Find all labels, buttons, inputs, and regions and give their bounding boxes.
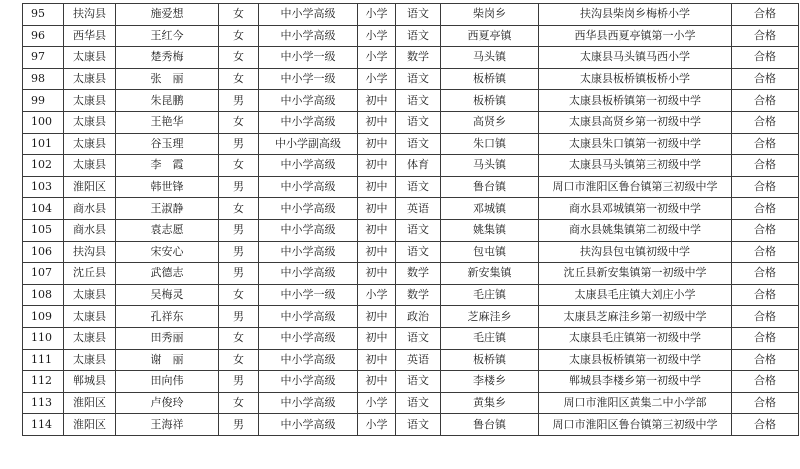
cell-result: 合格 <box>732 306 799 328</box>
cell-county: 淮阳区 <box>64 414 116 436</box>
cell-result: 合格 <box>732 68 799 90</box>
cell-gender: 男 <box>219 241 259 263</box>
cell-level: 小学 <box>358 47 396 69</box>
cell-school: 西华县西夏亭镇第一小学 <box>539 25 732 47</box>
cell-number: 99 <box>23 90 64 112</box>
cell-result: 合格 <box>732 392 799 414</box>
cell-gender: 女 <box>219 392 259 414</box>
cell-subject: 语文 <box>396 219 441 241</box>
cell-number: 96 <box>23 25 64 47</box>
cell-subject: 数学 <box>396 284 441 306</box>
cell-result: 合格 <box>732 111 799 133</box>
cell-county: 扶沟县 <box>64 241 116 263</box>
cell-gender: 男 <box>219 90 259 112</box>
cell-school: 太康县板桥镇第一初级中学 <box>539 349 732 371</box>
cell-level: 初中 <box>358 371 396 393</box>
cell-result: 合格 <box>732 133 799 155</box>
cell-county: 西华县 <box>64 25 116 47</box>
cell-gender: 女 <box>219 111 259 133</box>
cell-gender: 女 <box>219 68 259 90</box>
cell-name: 王红今 <box>116 25 219 47</box>
cell-number: 113 <box>23 392 64 414</box>
cell-county: 淮阳区 <box>64 392 116 414</box>
cell-level: 初中 <box>358 133 396 155</box>
cell-school: 太康县毛庄镇大刘庄小学 <box>539 284 732 306</box>
cell-number: 110 <box>23 327 64 349</box>
cell-name: 袁志愿 <box>116 219 219 241</box>
cell-county: 太康县 <box>64 133 116 155</box>
cell-title: 中小学高级 <box>259 349 358 371</box>
cell-number: 101 <box>23 133 64 155</box>
cell-number: 97 <box>23 47 64 69</box>
cell-gender: 女 <box>219 4 259 26</box>
cell-gender: 女 <box>219 155 259 177</box>
cell-town: 邓城镇 <box>441 198 539 220</box>
cell-county: 太康县 <box>64 111 116 133</box>
table-body <box>23 4 799 436</box>
cell-number: 106 <box>23 241 64 263</box>
cell-town: 柴岗乡 <box>441 4 539 26</box>
cell-result: 合格 <box>732 176 799 198</box>
cell-gender: 女 <box>219 25 259 47</box>
cell-subject: 语文 <box>396 371 441 393</box>
cell-gender: 男 <box>219 176 259 198</box>
cell-school: 太康县板桥镇第一初级中学 <box>539 90 732 112</box>
cell-town: 板桥镇 <box>441 90 539 112</box>
cell-town: 芝麻洼乡 <box>441 306 539 328</box>
cell-title: 中小学一级 <box>259 284 358 306</box>
cell-subject: 语文 <box>396 414 441 436</box>
table-row <box>23 219 799 241</box>
cell-subject: 数学 <box>396 263 441 285</box>
table-row <box>23 47 799 69</box>
cell-subject: 语文 <box>396 133 441 155</box>
cell-school: 太康县毛庄镇第一初级中学 <box>539 327 732 349</box>
cell-level: 初中 <box>358 263 396 285</box>
cell-county: 郸城县 <box>64 371 116 393</box>
cell-subject: 语文 <box>396 25 441 47</box>
cell-town: 西夏亭镇 <box>441 25 539 47</box>
cell-title: 中小学高级 <box>259 306 358 328</box>
cell-school: 周口市淮阳区鲁台镇第三初级中学 <box>539 414 732 436</box>
cell-level: 小学 <box>358 284 396 306</box>
cell-level: 小学 <box>358 25 396 47</box>
table-row <box>23 25 799 47</box>
cell-town: 马头镇 <box>441 47 539 69</box>
cell-number: 100 <box>23 111 64 133</box>
cell-title: 中小学副高级 <box>259 133 358 155</box>
cell-county: 太康县 <box>64 349 116 371</box>
cell-subject: 语文 <box>396 241 441 263</box>
cell-level: 初中 <box>358 111 396 133</box>
cell-subject: 政治 <box>396 306 441 328</box>
table-row <box>23 198 799 220</box>
cell-subject: 数学 <box>396 47 441 69</box>
table-row <box>23 241 799 263</box>
cell-school: 郸城县李楼乡第一初级中学 <box>539 371 732 393</box>
cell-school: 太康县高贤乡第一初级中学 <box>539 111 732 133</box>
cell-school: 扶沟县柴岗乡梅桥小学 <box>539 4 732 26</box>
cell-name: 李 霞 <box>116 155 219 177</box>
cell-school: 太康县芝麻洼乡第一初级中学 <box>539 306 732 328</box>
cell-gender: 男 <box>219 371 259 393</box>
cell-town: 高贤乡 <box>441 111 539 133</box>
cell-subject: 语文 <box>396 176 441 198</box>
cell-result: 合格 <box>732 241 799 263</box>
cell-name: 孔祥东 <box>116 306 219 328</box>
cell-level: 初中 <box>358 349 396 371</box>
cell-subject: 英语 <box>396 349 441 371</box>
cell-result: 合格 <box>732 4 799 26</box>
cell-school: 太康县朱口镇第一初级中学 <box>539 133 732 155</box>
cell-town: 马头镇 <box>441 155 539 177</box>
table-row <box>23 111 799 133</box>
cell-number: 102 <box>23 155 64 177</box>
cell-number: 98 <box>23 68 64 90</box>
cell-number: 103 <box>23 176 64 198</box>
cell-name: 谷玉理 <box>116 133 219 155</box>
cell-subject: 语文 <box>396 90 441 112</box>
cell-county: 商水县 <box>64 219 116 241</box>
cell-name: 王海祥 <box>116 414 219 436</box>
cell-town: 黄集乡 <box>441 392 539 414</box>
cell-level: 小学 <box>358 392 396 414</box>
cell-name: 韩世锋 <box>116 176 219 198</box>
cell-number: 112 <box>23 371 64 393</box>
cell-gender: 男 <box>219 263 259 285</box>
cell-town: 鲁台镇 <box>441 414 539 436</box>
cell-name: 王淑静 <box>116 198 219 220</box>
cell-county: 太康县 <box>64 327 116 349</box>
table-row <box>23 371 799 393</box>
cell-level: 小学 <box>358 4 396 26</box>
cell-title: 中小学一级 <box>259 47 358 69</box>
cell-title: 中小学高级 <box>259 90 358 112</box>
cell-school: 商水县邓城镇第一初级中学 <box>539 198 732 220</box>
cell-county: 太康县 <box>64 68 116 90</box>
cell-title: 中小学高级 <box>259 263 358 285</box>
table-row <box>23 133 799 155</box>
cell-town: 板桥镇 <box>441 68 539 90</box>
table-row <box>23 349 799 371</box>
cell-result: 合格 <box>732 349 799 371</box>
cell-title: 中小学高级 <box>259 111 358 133</box>
cell-level: 初中 <box>358 90 396 112</box>
cell-level: 初中 <box>358 241 396 263</box>
cell-gender: 女 <box>219 198 259 220</box>
table-row <box>23 306 799 328</box>
cell-subject: 体育 <box>396 155 441 177</box>
cell-gender: 男 <box>219 414 259 436</box>
table-row <box>23 68 799 90</box>
cell-name: 武德志 <box>116 263 219 285</box>
cell-level: 初中 <box>358 219 396 241</box>
cell-subject: 语文 <box>396 327 441 349</box>
cell-school: 太康县马头镇马西小学 <box>539 47 732 69</box>
cell-number: 108 <box>23 284 64 306</box>
cell-town: 鲁台镇 <box>441 176 539 198</box>
cell-gender: 女 <box>219 284 259 306</box>
cell-number: 107 <box>23 263 64 285</box>
cell-level: 初中 <box>358 198 396 220</box>
cell-town: 朱口镇 <box>441 133 539 155</box>
cell-title: 中小学高级 <box>259 25 358 47</box>
cell-county: 太康县 <box>64 47 116 69</box>
cell-gender: 男 <box>219 133 259 155</box>
table-row <box>23 327 799 349</box>
cell-subject: 英语 <box>396 198 441 220</box>
cell-level: 初中 <box>358 327 396 349</box>
cell-name: 张 丽 <box>116 68 219 90</box>
cell-title: 中小学高级 <box>259 241 358 263</box>
cell-title: 中小学高级 <box>259 198 358 220</box>
cell-county: 商水县 <box>64 198 116 220</box>
cell-title: 中小学高级 <box>259 414 358 436</box>
table-row <box>23 176 799 198</box>
cell-name: 吴梅灵 <box>116 284 219 306</box>
cell-town: 板桥镇 <box>441 349 539 371</box>
cell-result: 合格 <box>732 284 799 306</box>
cell-name: 宋安心 <box>116 241 219 263</box>
cell-subject: 语文 <box>396 392 441 414</box>
cell-school: 沈丘县新安集镇第一初级中学 <box>539 263 732 285</box>
cell-number: 105 <box>23 219 64 241</box>
table-row <box>23 263 799 285</box>
cell-title: 中小学高级 <box>259 176 358 198</box>
cell-level: 初中 <box>358 176 396 198</box>
cell-result: 合格 <box>732 90 799 112</box>
cell-town: 毛庄镇 <box>441 284 539 306</box>
cell-number: 109 <box>23 306 64 328</box>
cell-school: 周口市淮阳区鲁台镇第三初级中学 <box>539 176 732 198</box>
cell-name: 王艳华 <box>116 111 219 133</box>
cell-county: 淮阳区 <box>64 176 116 198</box>
cell-gender: 女 <box>219 349 259 371</box>
cell-level: 初中 <box>358 155 396 177</box>
cell-result: 合格 <box>732 414 799 436</box>
cell-gender: 女 <box>219 327 259 349</box>
cell-county: 太康县 <box>64 155 116 177</box>
cell-gender: 男 <box>219 306 259 328</box>
cell-result: 合格 <box>732 47 799 69</box>
cell-school: 商水县姚集镇第二初级中学 <box>539 219 732 241</box>
cell-name: 朱昆鹏 <box>116 90 219 112</box>
cell-result: 合格 <box>732 219 799 241</box>
cell-subject: 语文 <box>396 4 441 26</box>
cell-title: 中小学高级 <box>259 155 358 177</box>
table-row <box>23 392 799 414</box>
cell-county: 太康县 <box>64 306 116 328</box>
cell-number: 111 <box>23 349 64 371</box>
cell-subject: 语文 <box>396 68 441 90</box>
cell-level: 初中 <box>358 306 396 328</box>
cell-title: 中小学高级 <box>259 4 358 26</box>
cell-school: 扶沟县包屯镇初级中学 <box>539 241 732 263</box>
cell-gender: 女 <box>219 47 259 69</box>
cell-level: 小学 <box>358 414 396 436</box>
cell-result: 合格 <box>732 25 799 47</box>
cell-town: 毛庄镇 <box>441 327 539 349</box>
cell-county: 太康县 <box>64 284 116 306</box>
cell-school: 太康县板桥镇板桥小学 <box>539 68 732 90</box>
cell-name: 田秀丽 <box>116 327 219 349</box>
cell-result: 合格 <box>732 371 799 393</box>
table-row <box>23 155 799 177</box>
cell-county: 太康县 <box>64 90 116 112</box>
cell-school: 太康县马头镇第三初级中学 <box>539 155 732 177</box>
table-row <box>23 90 799 112</box>
cell-county: 沈丘县 <box>64 263 116 285</box>
cell-town: 新安集镇 <box>441 263 539 285</box>
cell-name: 谢 丽 <box>116 349 219 371</box>
cell-town: 包屯镇 <box>441 241 539 263</box>
table-row <box>23 414 799 436</box>
cell-result: 合格 <box>732 327 799 349</box>
cell-title: 中小学一级 <box>259 68 358 90</box>
cell-title: 中小学高级 <box>259 219 358 241</box>
cell-county: 扶沟县 <box>64 4 116 26</box>
cell-number: 114 <box>23 414 64 436</box>
cell-number: 104 <box>23 198 64 220</box>
cell-level: 小学 <box>358 68 396 90</box>
cell-town: 姚集镇 <box>441 219 539 241</box>
cell-name: 楚秀梅 <box>116 47 219 69</box>
results-table <box>22 3 799 436</box>
cell-result: 合格 <box>732 198 799 220</box>
table-row <box>23 284 799 306</box>
cell-number: 95 <box>23 4 64 26</box>
cell-result: 合格 <box>732 263 799 285</box>
cell-name: 施爱想 <box>116 4 219 26</box>
cell-title: 中小学高级 <box>259 327 358 349</box>
cell-name: 田向伟 <box>116 371 219 393</box>
cell-subject: 语文 <box>396 111 441 133</box>
cell-title: 中小学高级 <box>259 371 358 393</box>
table-row <box>23 4 799 26</box>
cell-title: 中小学高级 <box>259 392 358 414</box>
cell-name: 卢俊玲 <box>116 392 219 414</box>
cell-result: 合格 <box>732 155 799 177</box>
cell-town: 李楼乡 <box>441 371 539 393</box>
cell-gender: 男 <box>219 219 259 241</box>
cell-school: 周口市淮阳区黄集二中小学部 <box>539 392 732 414</box>
